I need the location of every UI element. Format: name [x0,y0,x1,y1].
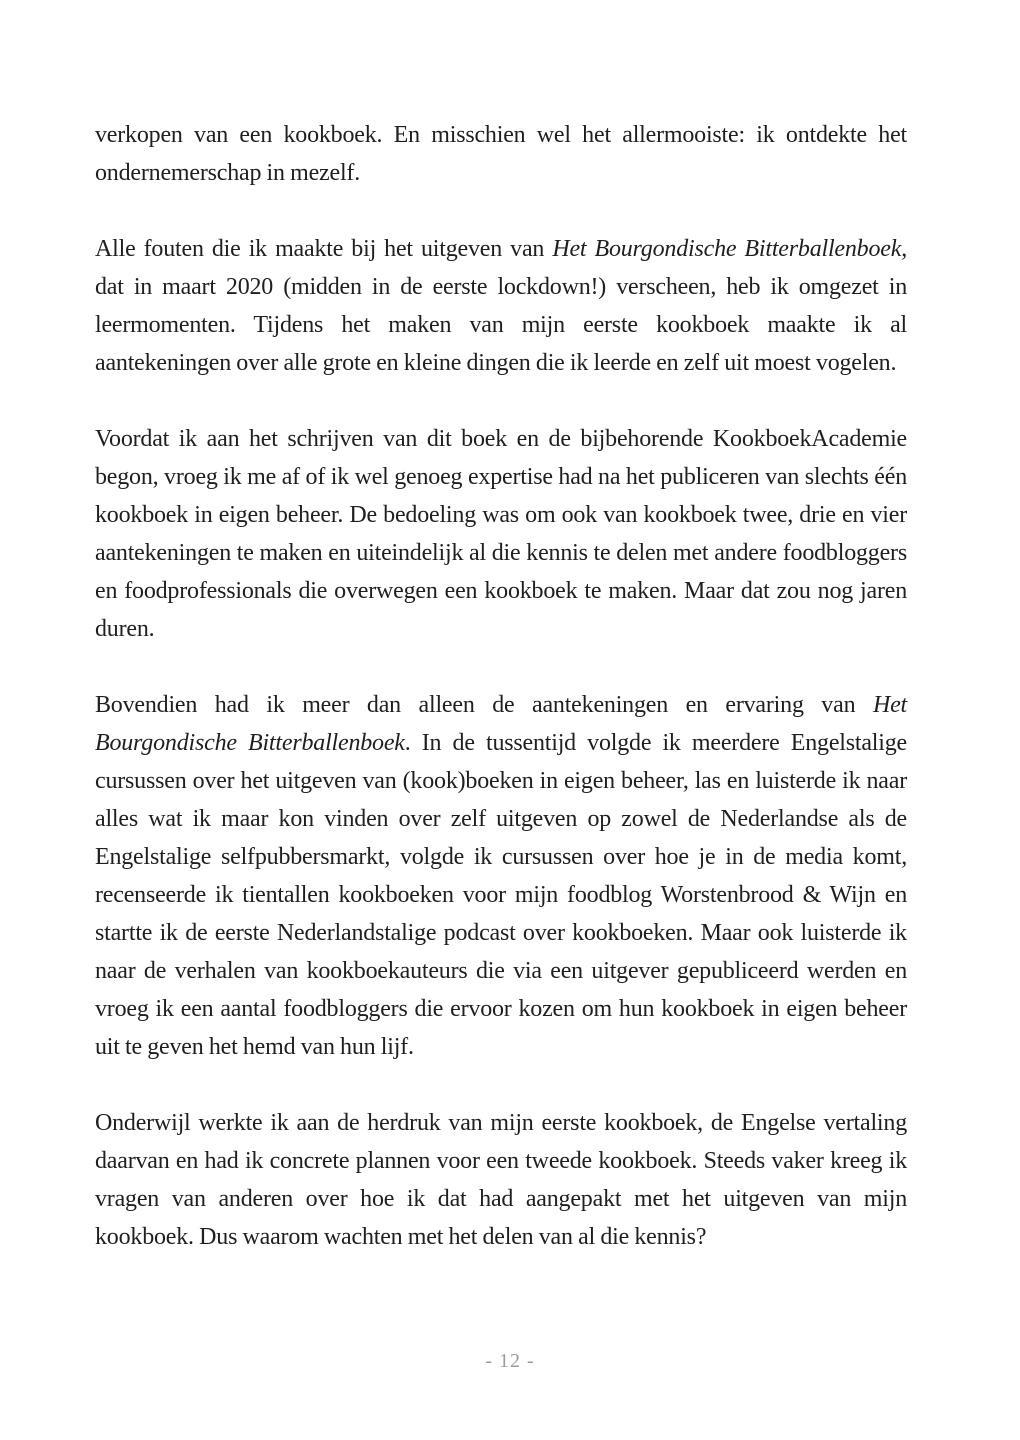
text-segment: , dat in maart 2020 (midden in de eerste lockdown!) verscheen, heb ik omgezet in leermomenten. Tijdens het maken van mijn eerste kookboek maakte ik al aantekeningen over alle grote en kleine dingen die ik leerde en zelf uit moest vogelen. [95,236,907,376]
text-segment: Alle fouten die ik maakte bij het uitgeven van [95,236,553,262]
paragraph-5 [95,1104,907,1256]
page-text-block [95,116,907,1294]
book-title-italic: Het Bourgondische Bitterballenboek [552,236,902,262]
text-segment: verkopen van een kookboek. En misschien wel het allermooiste: ik ontdekte het ondernemerschap in mezelf. [95,122,907,186]
text-segment: . In de tussentijd volgde ik meerdere Engelstalige cursussen over het uitgeven van (kook)boeken in eigen beheer, las en luisterde ik naar alles wat ik maar kon vinden over zelf uitgeven op zowel de Nederlandse als de Engelstalige selfpubbersmarkt, volgde ik cursussen over hoe je in de media komt, recenseerde ik tientallen kookboeken voor mijn foodblog Worstenbrood & Wijn en startte ik de eerste Nederlandstalige podcast over kookboeken. Maar ook luisterde ik naar de verhalen van kookboekauteurs die via een uitgever gepubliceerd werden en vroeg ik een aantal foodbloggers die ervoor kozen om hun kookboek in eigen beheer uit te geven het hemd van hun lijf. [95,730,908,1060]
text-segment: Bovendien had ik meer dan alleen de aantekeningen en ervaring van [95,692,873,718]
book-title-italic: Het Bourgondische Bitterballenboek [95,692,907,756]
paragraph-1 [95,116,907,192]
page-number: - 12 - [485,1350,535,1372]
paragraph-4 [95,686,907,1066]
paragraph-3 [95,420,907,648]
text-segment: Voordat ik aan het schrijven van dit boek en de bijbehorende KookboekAcademie begon, vroeg ik me af of ik wel genoeg expertise had na het publiceren van slechts één kookboek in eigen beheer. De bedoeling was om ook van kookboek twee, drie en vier aantekeningen te maken en uiteindelijk al die kennis te delen met andere foodbloggers en foodprofessionals die overwegen een kookboek te maken. Maar dat zou nog jaren duren. [95,426,907,642]
text-segment: Onderwijl werkte ik aan de herdruk van mijn eerste kookboek, de Engelse vertaling daarvan en had ik concrete plannen voor een tweede kookboek. Steeds vaker kreeg ik vragen van anderen over hoe ik dat had aangepakt met het uitgeven van mijn kookboek. Dus waarom wachten met het delen van al die kennis? [95,1110,907,1250]
paragraph-2 [95,230,907,382]
